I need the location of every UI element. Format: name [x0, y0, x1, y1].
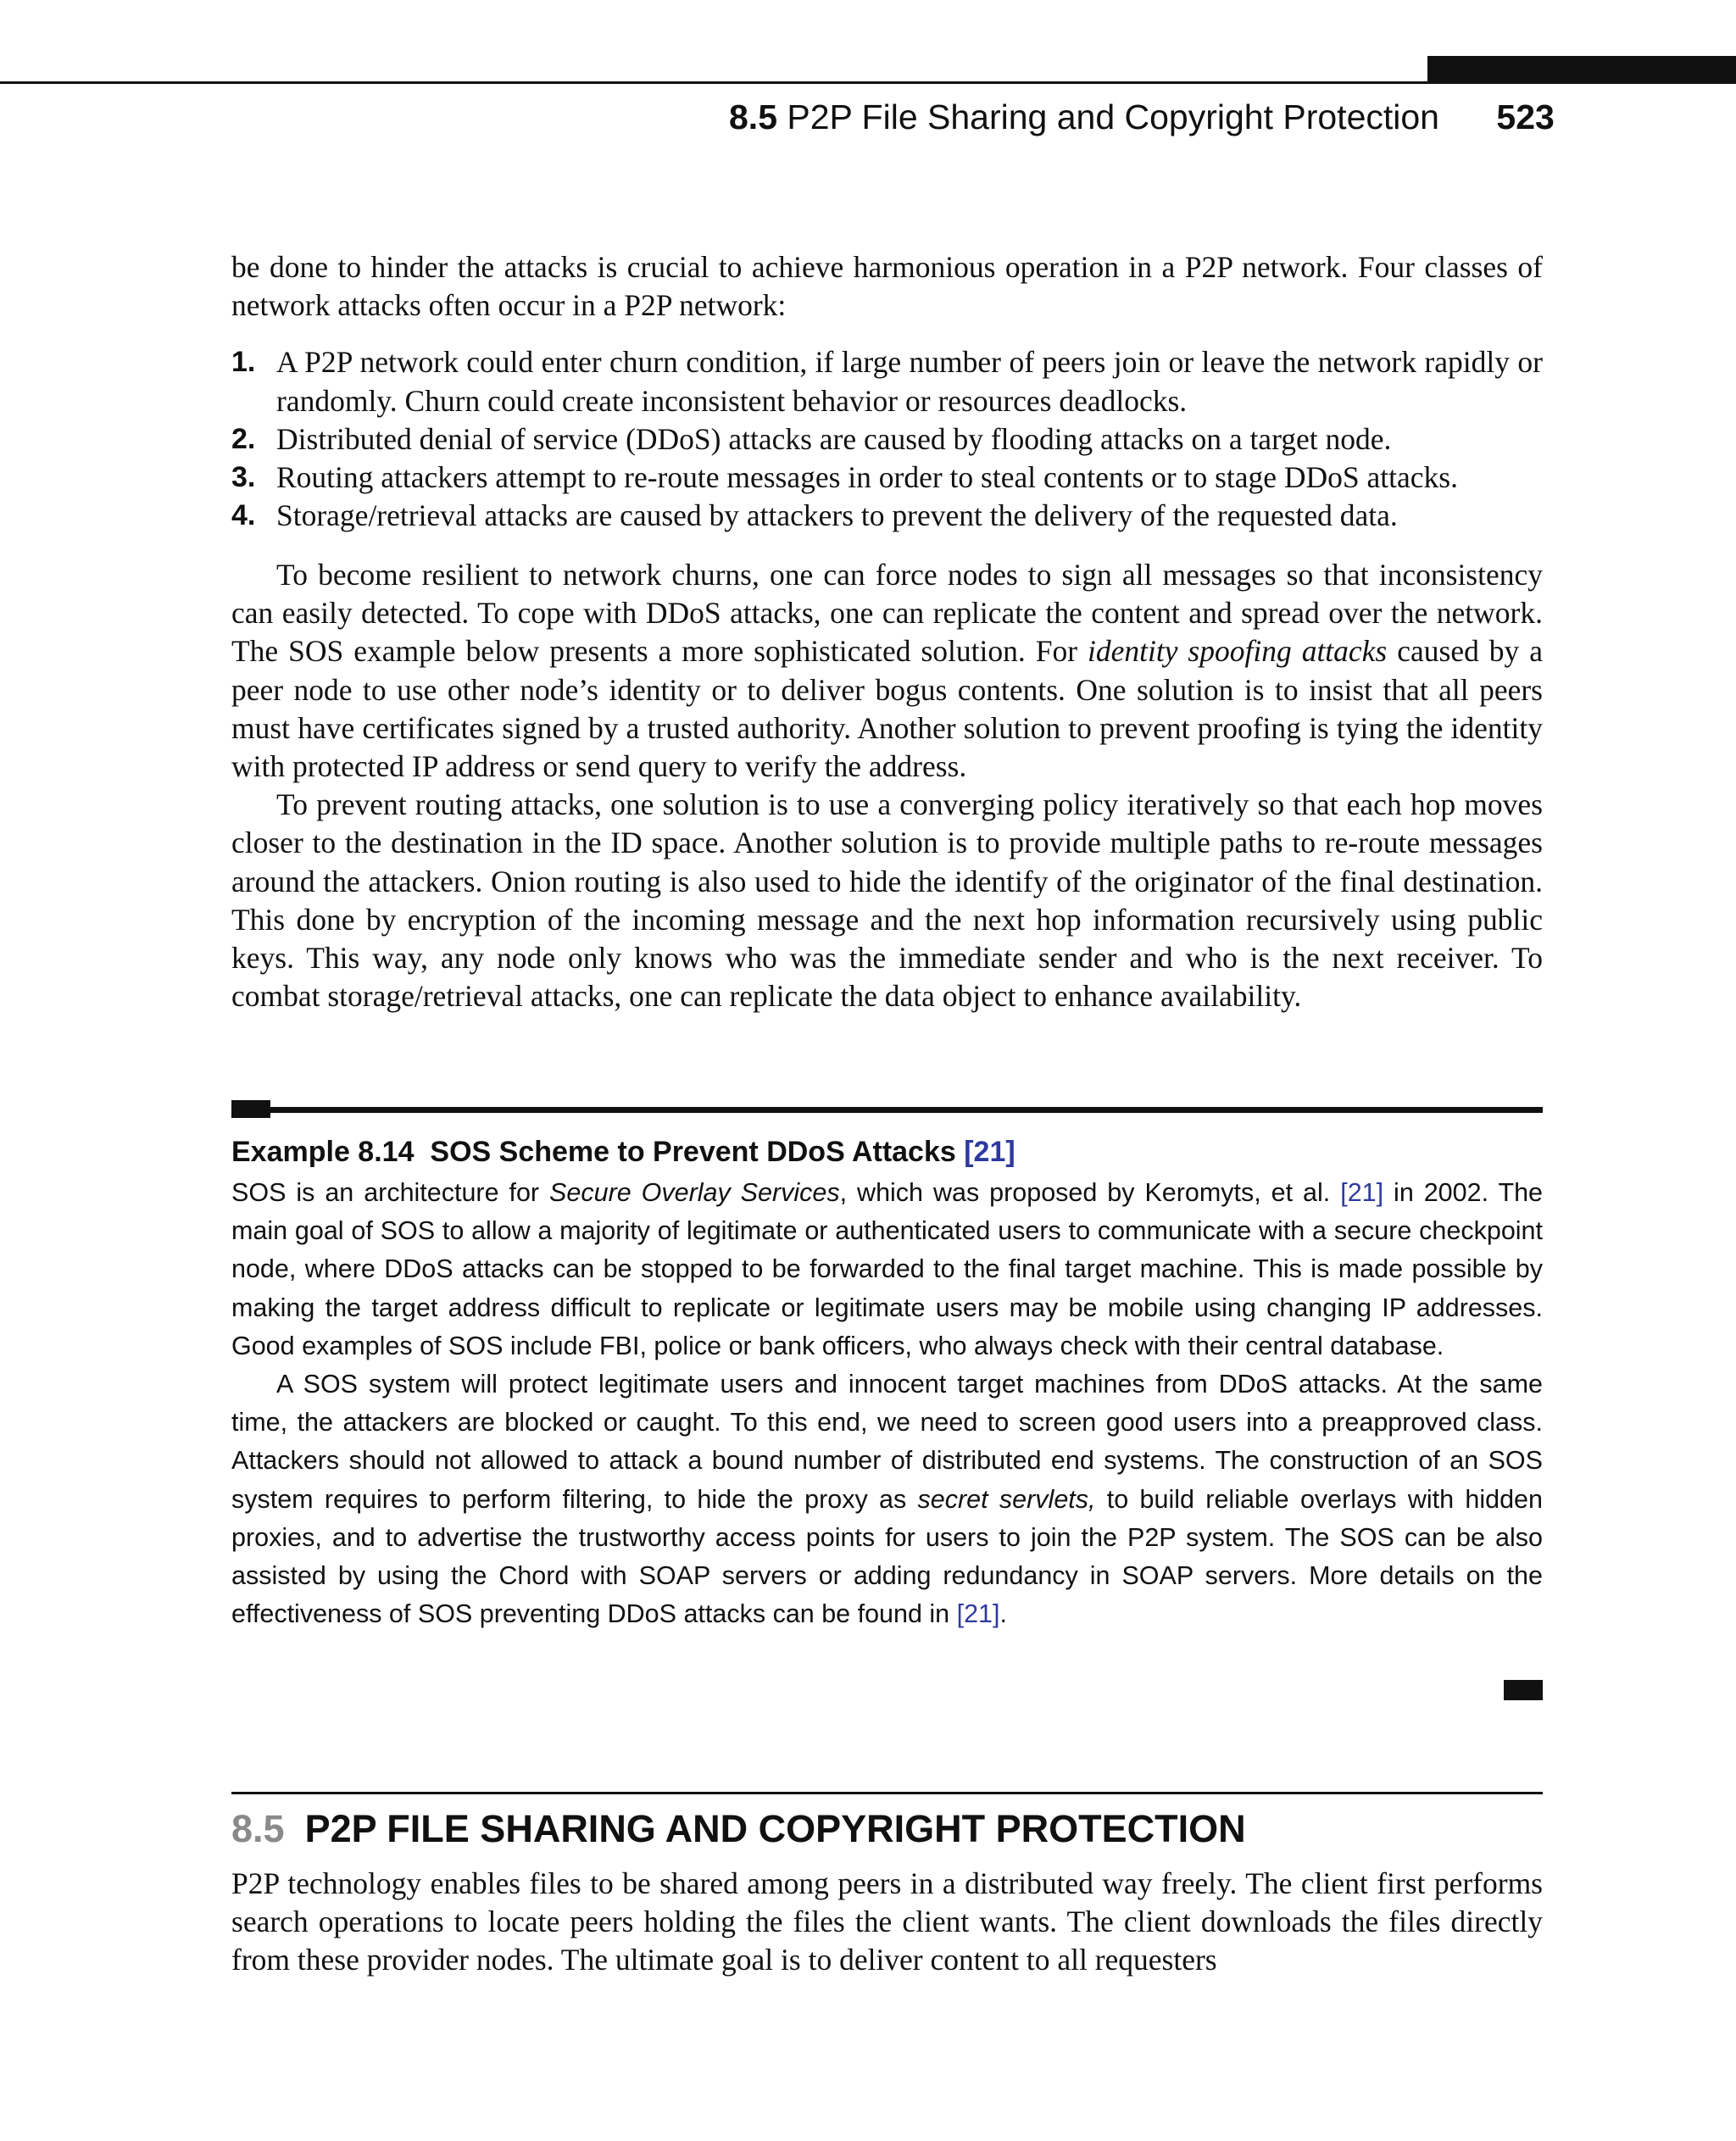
- list-item: [231, 420, 1543, 459]
- paragraph-routing: To prevent routing attacks, one solution is to use a converging policy iteratively so that each hop moves closer to the destination in the ID space. Another solution is to provide multiple paths to re-route messages around the attackers. Onion routing is also used to hide the identify of the originator of the final destination. This done by encryption of the incoming message and the next hop information recursively using public keys. This way, any node only knows who was the immediate sender and who is the next receiver. To combat storage/retrieval attacks, one can replicate the data object to enhance availability.: [231, 787, 1543, 1014]
- example-p1-text-2: , which was proposed by Keromyts, et al.: [839, 1178, 1341, 1207]
- example-p2-text-1: A SOS system will protect legitimate users and innocent target machines from DDoS attacks. At the same time, the attackers are blocked or caught. To this end, we need to screen good users into a preapproved class. Attackers should not allowed to attack a bound number of distributed end systems. The construction of an SOS system requires to perform filtering, to hide the proxy as: [231, 1370, 1543, 1514]
- example-p2-text-3: .: [999, 1599, 1007, 1629]
- section-heading: [231, 1804, 1246, 1855]
- list-item: [231, 343, 1543, 420]
- example-p2-emphasis: secret servlets,: [917, 1484, 1096, 1514]
- list-item-text: Storage/retrieval attacks are caused by attackers to prevent the delivery of the requested data.: [276, 498, 1398, 533]
- example-label: Example 8.14: [231, 1136, 415, 1168]
- example-top-rule: [231, 1107, 1543, 1113]
- list-item: [231, 497, 1543, 535]
- body-block: [231, 556, 1543, 1015]
- example-heading: SOS Scheme to Prevent DDoS Attacks: [430, 1136, 956, 1168]
- section-title: P2P FILE SHARING AND COPYRIGHT PROTECTION: [304, 1807, 1246, 1850]
- example-paragraph-1: [231, 1174, 1543, 1365]
- header-rule: [0, 81, 1736, 84]
- example-citation-link[interactable]: [21]: [964, 1136, 1015, 1168]
- header-tab-bar: [1427, 56, 1736, 84]
- list-item-number: 4.: [231, 499, 256, 532]
- example-p1-emphasis: Secure Overlay Services: [549, 1178, 840, 1207]
- attack-list: [231, 343, 1543, 535]
- example-box: [231, 1133, 1543, 1633]
- section-body: [231, 1865, 1543, 1980]
- paragraph-churn-text-1: To become resilient to network churns, one can force nodes to sign all messages so that inconsistency can easily detected. To cope with DDoS attacks, one can replicate the content and spread over the network. The SOS example below presents a more sophisticated solution. For: [231, 558, 1543, 669]
- list-item-text: Routing attackers attempt to re-route messages in order to steal contents or to stage DDoS attacks.: [276, 460, 1458, 495]
- list-item-number: 1.: [231, 346, 256, 379]
- example-p2-citation-link[interactable]: [21]: [956, 1599, 1000, 1629]
- paragraph-churn: [231, 556, 1543, 786]
- list-item-text: Distributed denial of service (DDoS) attacks are caused by flooding attacks on a target node.: [276, 421, 1392, 456]
- header-section-number: 8.5: [729, 97, 777, 136]
- example-paragraph-2: [231, 1365, 1543, 1633]
- list-item-number: 3.: [231, 461, 256, 494]
- list-item: [231, 459, 1543, 497]
- example-title: [231, 1133, 1543, 1171]
- intro-block: [231, 248, 1543, 535]
- example-p1-text-1: SOS is an architecture for: [231, 1178, 550, 1207]
- paragraph-churn-emphasis: identity spoofing attacks: [1088, 634, 1388, 669]
- example-body: [231, 1174, 1543, 1633]
- example-p2-text-2: to build reliable overlays with hidden proxies, and to advertise the trustworthy access points for users to join the P2P system. The SOS can be also assisted by using the Chord with SOAP servers or adding redundancy in SOAP servers. More details on the effectiveness of SOS preventing DDoS attacks can be found in: [231, 1484, 1543, 1629]
- list-item-text: A P2P network could enter churn condition, if large number of peers join or leave the network rapidly or randomly. Churn could create inconsistent behavior or resources deadlocks.: [276, 345, 1543, 418]
- section-paragraph: P2P technology enables files to be shared among peers in a distributed way freely. The client first performs search operations to locate peers holding the files the client wants. The client downloads the files directly from these provider nodes. The ultimate goal is to deliver content to all requesters: [231, 1866, 1543, 1977]
- example-end-marker: [1504, 1680, 1543, 1700]
- section-rule: [231, 1792, 1543, 1794]
- list-item-number: 2.: [231, 422, 256, 455]
- example-p1-citation-link[interactable]: [21]: [1340, 1178, 1384, 1207]
- header-section-title: P2P File Sharing and Copyright Protection: [787, 97, 1439, 136]
- example-p1-text-3: in 2002. The main goal of SOS to allow a majority of legitimate or authenticated users to communicate with a secure checkpoint node, where DDoS attacks can be stopped to be forwarded to the final target machine. This is made possible by making the target address difficult to replicate or legitimate users may be mobile using changing IP addresses. Good examples of SOS include FBI, police or bank officers, who always check with their central database.: [231, 1178, 1544, 1360]
- intro-paragraph: be done to hinder the attacks is crucial to achieve harmonious operation in a P2P network. Four classes of network attacks often occur in a P2P network:: [231, 250, 1543, 323]
- section-number: 8.5: [231, 1807, 285, 1850]
- running-header: [729, 95, 1555, 139]
- paragraph-churn-text-2: caused by a peer node to use other node’s identity or to deliver bogus contents. One solution is to insist that all peers must have certificates signed by a trusted authority. Another solution to prevent proofing is tying the identity with protected IP address or send query to verify the address.: [231, 634, 1544, 784]
- page-number: 523: [1496, 97, 1555, 136]
